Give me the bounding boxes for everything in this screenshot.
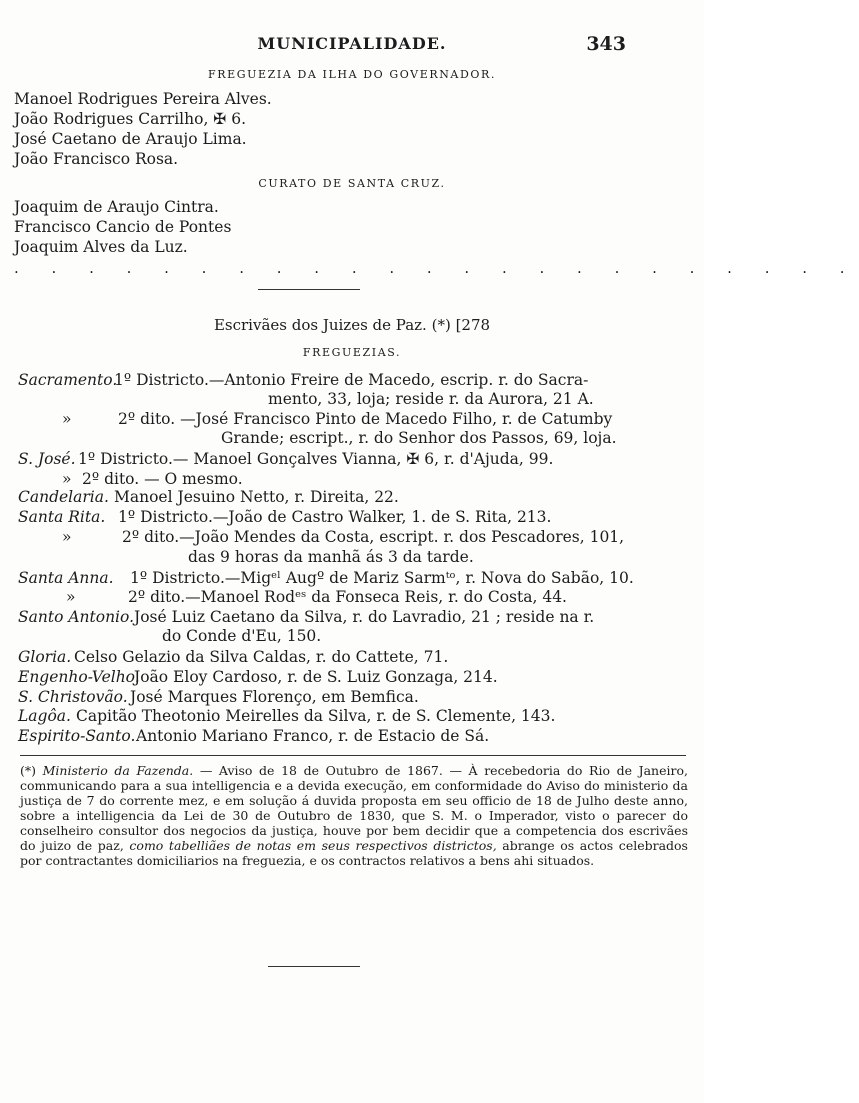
entry-text: do Conde d'Eu, 150. [162, 627, 322, 645]
entry-text: 2º dito. — O mesmo. [82, 470, 243, 488]
parish-label: Santa Anna. [18, 569, 114, 587]
parish-label: Santa Rita. [18, 508, 106, 526]
footnote-source: Ministerio da Fazenda. [42, 763, 194, 778]
footnote-text: — Aviso de 18 de Outubro de 1867. — À recebedoria do Rio de Janeiro, communicando para a sua intelligencia e a devida execução, em conformidade do Aviso do ministerio da justiça de 7 do corrente mez, e em solução á duvida proposta em seu officio de 18 de Julho deste anno, sobre a intelligencia da Lei de 30 de Outubro de 1830, que S. M. o Imperador, visto o parecer do conselheiro consultor dos negocios da justiça, houve por bem decidir que a competencia dos escrivães do juizo de paz, [20, 763, 688, 853]
parish-label: Engenho-Velho. [18, 668, 140, 686]
footnote-marker: (*) [20, 763, 37, 778]
name-line: João Rodrigues Carrilho, ✠ 6. [14, 110, 247, 128]
ditto-mark: » [62, 410, 72, 428]
parish-label: Santo Antonio. [18, 608, 134, 626]
entry-text: 2º dito. —José Francisco Pinto de Macedo Filho, r. de Catumby [118, 410, 613, 428]
parish-label: Lagôa. [18, 707, 71, 725]
entry-text: José Marques Florenço, em Bemfica. [130, 688, 419, 706]
ditto-mark: » [62, 528, 72, 546]
section-heading-santa-cruz: CURATO DE SANTA CRUZ. [258, 177, 446, 190]
parish-label: Espirito-Santo. [18, 727, 136, 745]
parish-label: S. Christovão. [18, 688, 128, 706]
entry-text: Grande; escript., r. do Senhor dos Passos, 69, loja. [221, 429, 617, 447]
footnote-text-end: abrange os actos celebrados por contractantes domiciliarios na freguezia, e os contractos relativos a bens ahi situados. [20, 838, 688, 868]
divider [268, 966, 360, 967]
parish-label: Candelaria. [18, 488, 109, 506]
section-subheading: FREGUEZIAS. [302, 346, 402, 359]
dotted-leader: . . . . . . . . . . . . . . . . . . . . . . . [14, 259, 859, 277]
entry-text: 1º Districto.—Migᵉˡ Augº de Mariz Sarmᵗᵒ, r. Nova do Sabão, 10. [130, 569, 634, 587]
name-line: Joaquim Alves da Luz. [14, 238, 188, 256]
entry-text: 2º dito.—João Mendes da Costa, escript. r. dos Pescadores, 101, [122, 528, 625, 546]
footnote-emphasis: como tabelliães de notas em seus respectivos districtos, [129, 838, 497, 853]
entry-text: mento, 33, loja; reside r. da Aurora, 21 A. [268, 390, 594, 408]
name-line: Francisco Cancio de Pontes [14, 218, 232, 236]
entry-text: 1º Districto.— Manoel Gonçalves Vianna, ✠ 6, r. d'Ajuda, 99. [78, 450, 554, 468]
name-line: José Caetano de Araujo Lima. [14, 130, 247, 148]
ditto-mark: » [66, 588, 76, 606]
divider [258, 289, 360, 290]
parish-label: Gloria. [18, 648, 72, 666]
entry-text: Capitão Theotonio Meirelles da Silva, r. de S. Clemente, 143. [76, 707, 556, 725]
entry-text: das 9 horas da manhã ás 3 da tarde. [188, 548, 474, 566]
entry-text: Antonio Mariano Franco, r. de Estacio de Sá. [136, 727, 490, 745]
parish-label: Sacramento. [18, 371, 118, 389]
footnote-divider [20, 755, 686, 756]
entry-text: 2º dito.—Manoel Rodᵉˢ da Fonseca Reis, r. do Costa, 44. [128, 588, 567, 606]
entry-text: 1º Districto.—Antonio Freire de Macedo, escrip. r. do Sacra- [114, 371, 589, 389]
entry-text: 1º Districto.—João de Castro Walker, 1. de S. Rita, 213. [118, 508, 552, 526]
entry-text: João Eloy Cardoso, r. de S. Luiz Gonzaga, 214. [134, 668, 498, 686]
name-line: Manoel Rodrigues Pereira Alves. [14, 90, 272, 108]
running-header: MUNICIPALIDADE. [257, 34, 447, 53]
entry-text: Celso Gelazio da Silva Caldas, r. do Cattete, 71. [74, 648, 449, 666]
section-title: Escrivães dos Juizes de Paz. (*) [278 [213, 316, 491, 334]
section-heading-ilha: FREGUEZIA DA ILHA DO GOVERNADOR. [208, 68, 496, 81]
entry-text: José Luiz Caetano da Silva, r. do Lavradio, 21 ; reside na r. [134, 608, 595, 626]
name-line: João Francisco Rosa. [14, 150, 179, 168]
parish-label: S. José. [18, 450, 76, 468]
ditto-mark: » [62, 470, 72, 488]
entry-text: Manoel Jesuino Netto, r. Direita, 22. [114, 488, 399, 506]
page-number: 343 [586, 33, 626, 55]
name-line: Joaquim de Araujo Cintra. [14, 198, 219, 216]
footnote [20, 763, 688, 868]
